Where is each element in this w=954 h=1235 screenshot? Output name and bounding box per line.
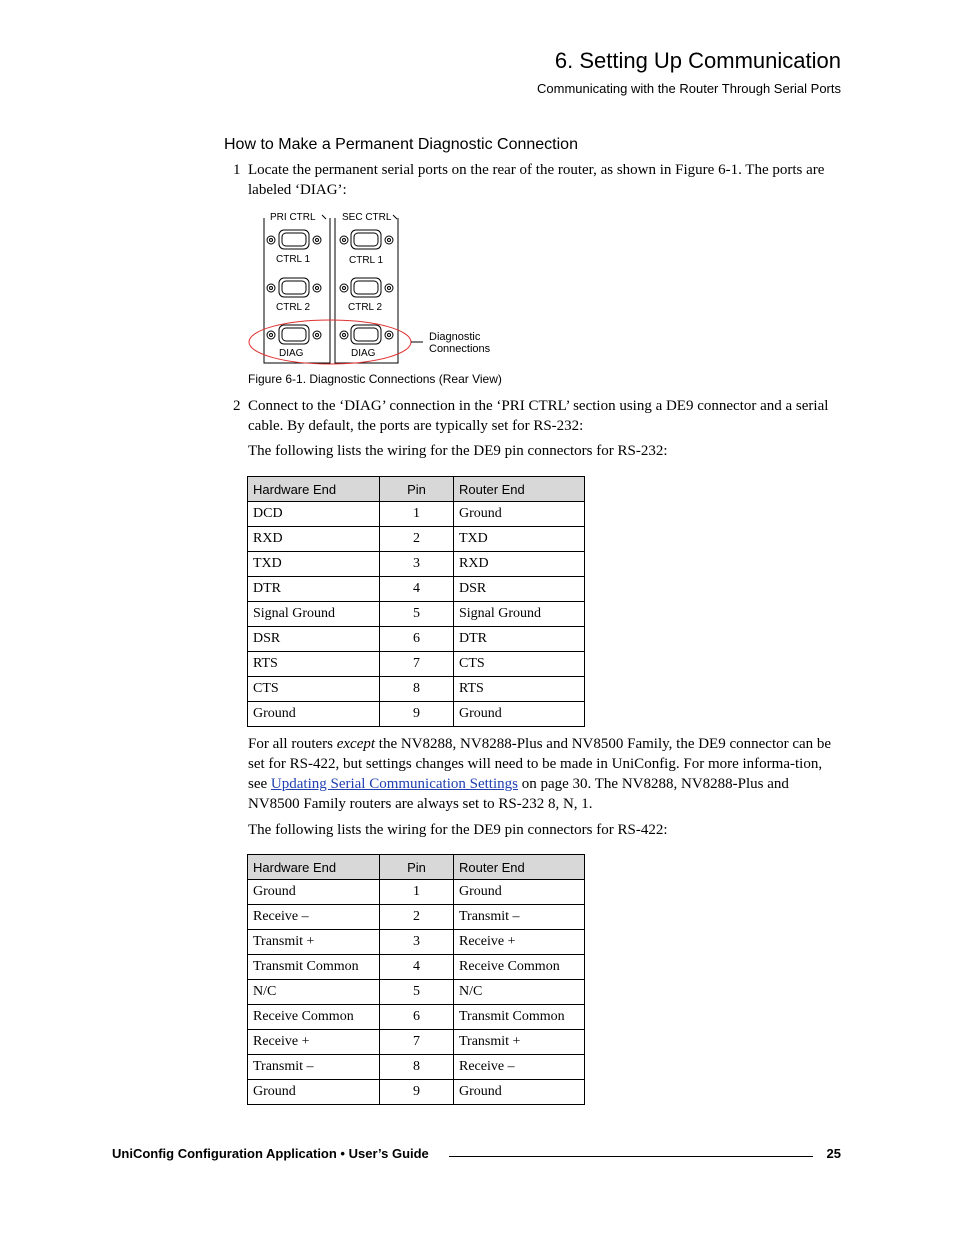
pri-diag-label: DIAG xyxy=(279,348,304,359)
table-cell: CTS xyxy=(248,677,380,702)
table-cell: 9 xyxy=(380,702,454,727)
table-cell: Receive + xyxy=(454,930,585,955)
table-header-row xyxy=(248,855,585,880)
table-row xyxy=(248,955,585,980)
column-header: Hardware End xyxy=(248,855,380,880)
table-row xyxy=(248,602,585,627)
table-cell: Transmit Common xyxy=(248,955,380,980)
column-header: Pin xyxy=(380,855,454,880)
table-cell: Ground xyxy=(454,502,585,527)
rs422-note-emphasis: except xyxy=(336,736,376,752)
table-cell: 8 xyxy=(380,1055,454,1080)
table-cell: 6 xyxy=(380,627,454,652)
table-row xyxy=(248,702,585,727)
table-cell: RXD xyxy=(454,552,585,577)
rs232-wiring-table xyxy=(247,476,585,727)
pri-diag-port xyxy=(267,325,321,344)
table-cell: Ground xyxy=(248,1080,380,1105)
chapter-subtitle: Communicating with the Router Through Serial Ports xyxy=(537,81,841,96)
rs422-note-text: on page 30. The NV8288, NV8288-Plus and NV8500 Family routers are always set to RS-232 8, N, 1. xyxy=(248,776,789,812)
callout-text-1: Diagnostic xyxy=(429,331,481,343)
table-cell: Ground xyxy=(248,702,380,727)
step-text: Connect to the ‘DIAG’ connection in the ‘PRI CTRL’ section using a DE9 connector and a serial cable. By default, the ports are typically set for RS-232: xyxy=(248,398,829,434)
table-cell: Ground xyxy=(454,880,585,905)
table-row xyxy=(248,677,585,702)
table-cell: 5 xyxy=(380,602,454,627)
pri-ctrl2-label: CTRL 2 xyxy=(276,302,311,313)
page-number: 25 xyxy=(826,1146,841,1161)
table-header-row xyxy=(248,477,585,502)
table-cell: DTR xyxy=(454,627,585,652)
table-row xyxy=(248,880,585,905)
rs232-intro: The following lists the wiring for the DE9 pin connectors for RS-232: xyxy=(248,443,668,459)
table-cell: Receive Common xyxy=(454,955,585,980)
table-cell: Receive Common xyxy=(248,1005,380,1030)
table-cell: 1 xyxy=(380,880,454,905)
table-cell: Transmit + xyxy=(454,1030,585,1055)
table-row xyxy=(248,1030,585,1055)
table-cell: 9 xyxy=(380,1080,454,1105)
table-cell: RXD xyxy=(248,527,380,552)
table-row xyxy=(248,980,585,1005)
table-row xyxy=(248,652,585,677)
sec-diag-label: DIAG xyxy=(351,348,376,359)
rs422-intro: The following lists the wiring for the DE9 pin connectors for RS-422: xyxy=(248,822,668,838)
sec-ctrl2-port xyxy=(340,278,393,297)
rs422-note xyxy=(248,734,843,814)
chapter-title: 6. Setting Up Communication xyxy=(554,48,841,73)
table-cell: Ground xyxy=(454,1080,585,1105)
table-cell: Transmit – xyxy=(248,1055,380,1080)
table-cell: N/C xyxy=(454,980,585,1005)
step-1 xyxy=(233,160,843,202)
table-cell: DCD xyxy=(248,502,380,527)
column-header: Router End xyxy=(454,855,585,880)
table-row xyxy=(248,552,585,577)
table-cell: TXD xyxy=(454,527,585,552)
sec-ctrl2-label: CTRL 2 xyxy=(348,302,383,313)
table-cell: 4 xyxy=(380,577,454,602)
column-header: Router End xyxy=(454,477,585,502)
table-cell: 5 xyxy=(380,980,454,1005)
step-text: Locate the permanent serial ports on the rear of the router, as shown in Figure 6-1. The ports are labeled ‘DIAG’: xyxy=(248,162,825,198)
table-cell: Transmit Common xyxy=(454,1005,585,1030)
table-cell: 3 xyxy=(380,552,454,577)
table-cell: 8 xyxy=(380,677,454,702)
rear-panel-diagram xyxy=(246,205,506,370)
table-row xyxy=(248,527,585,552)
table-row xyxy=(248,627,585,652)
footer-title: UniConfig Configuration Application • User’s Guide xyxy=(112,1146,429,1161)
pri-ctrl1-port xyxy=(267,230,321,249)
rs422-note-text: the NV8288, NV8288-Plus and NV8500 Family, the DE9 connector can be set for RS-422, but settings changes will need to be made in UniConfig. For more informa-tion, see xyxy=(248,736,832,792)
table-row xyxy=(248,502,585,527)
sec-ctrl1-label: CTRL 1 xyxy=(349,255,384,266)
pri-ctrl1-label: CTRL 1 xyxy=(276,254,311,265)
sec-ctrl1-port xyxy=(340,230,393,249)
rs422-wiring-table xyxy=(247,854,585,1105)
table-cell: Transmit – xyxy=(454,905,585,930)
step-number: 2 xyxy=(233,398,241,414)
table-cell: DTR xyxy=(248,577,380,602)
column-header: Hardware End xyxy=(248,477,380,502)
pri-ctrl-label: PRI CTRL xyxy=(270,212,316,223)
table-row xyxy=(248,1080,585,1105)
table-row xyxy=(248,1005,585,1030)
callout-text-2: Connections xyxy=(429,343,491,355)
table-cell: 3 xyxy=(380,930,454,955)
table-cell: 7 xyxy=(380,652,454,677)
table-cell: Signal Ground xyxy=(454,602,585,627)
table-row xyxy=(248,930,585,955)
table-cell: 6 xyxy=(380,1005,454,1030)
table-cell: Ground xyxy=(248,880,380,905)
rs422-note-text: For all routers xyxy=(248,736,337,752)
table-cell: 7 xyxy=(380,1030,454,1055)
footer-divider xyxy=(449,1156,813,1157)
table-cell: TXD xyxy=(248,552,380,577)
table-cell: Receive – xyxy=(454,1055,585,1080)
table-cell: 1 xyxy=(380,502,454,527)
table-cell: RTS xyxy=(454,677,585,702)
table-cell: Ground xyxy=(454,702,585,727)
table-row xyxy=(248,1055,585,1080)
table-cell: 2 xyxy=(380,527,454,552)
figure-caption: Figure 6-1. Diagnostic Connections (Rear View) xyxy=(248,372,502,386)
sec-diag-port xyxy=(340,325,393,344)
section-heading: How to Make a Permanent Diagnostic Connection xyxy=(224,136,578,153)
column-header: Pin xyxy=(380,477,454,502)
table-row xyxy=(248,577,585,602)
table-cell: Transmit + xyxy=(248,930,380,955)
table-cell: Signal Ground xyxy=(248,602,380,627)
table-row xyxy=(248,905,585,930)
sec-ctrl-label: SEC CTRL xyxy=(342,212,392,223)
pri-ctrl2-port xyxy=(267,278,321,297)
table-cell: DSR xyxy=(454,577,585,602)
updating-serial-settings-link[interactable]: Updating Serial Communication Settings xyxy=(270,776,518,792)
table-cell: RTS xyxy=(248,652,380,677)
table-cell: N/C xyxy=(248,980,380,1005)
step-number: 1 xyxy=(233,162,241,178)
table-cell: Receive – xyxy=(248,905,380,930)
table-cell: DSR xyxy=(248,627,380,652)
table-cell: 4 xyxy=(380,955,454,980)
table-cell: CTS xyxy=(454,652,585,677)
table-cell: 2 xyxy=(380,905,454,930)
step-2 xyxy=(233,396,843,438)
table-cell: Receive + xyxy=(248,1030,380,1055)
